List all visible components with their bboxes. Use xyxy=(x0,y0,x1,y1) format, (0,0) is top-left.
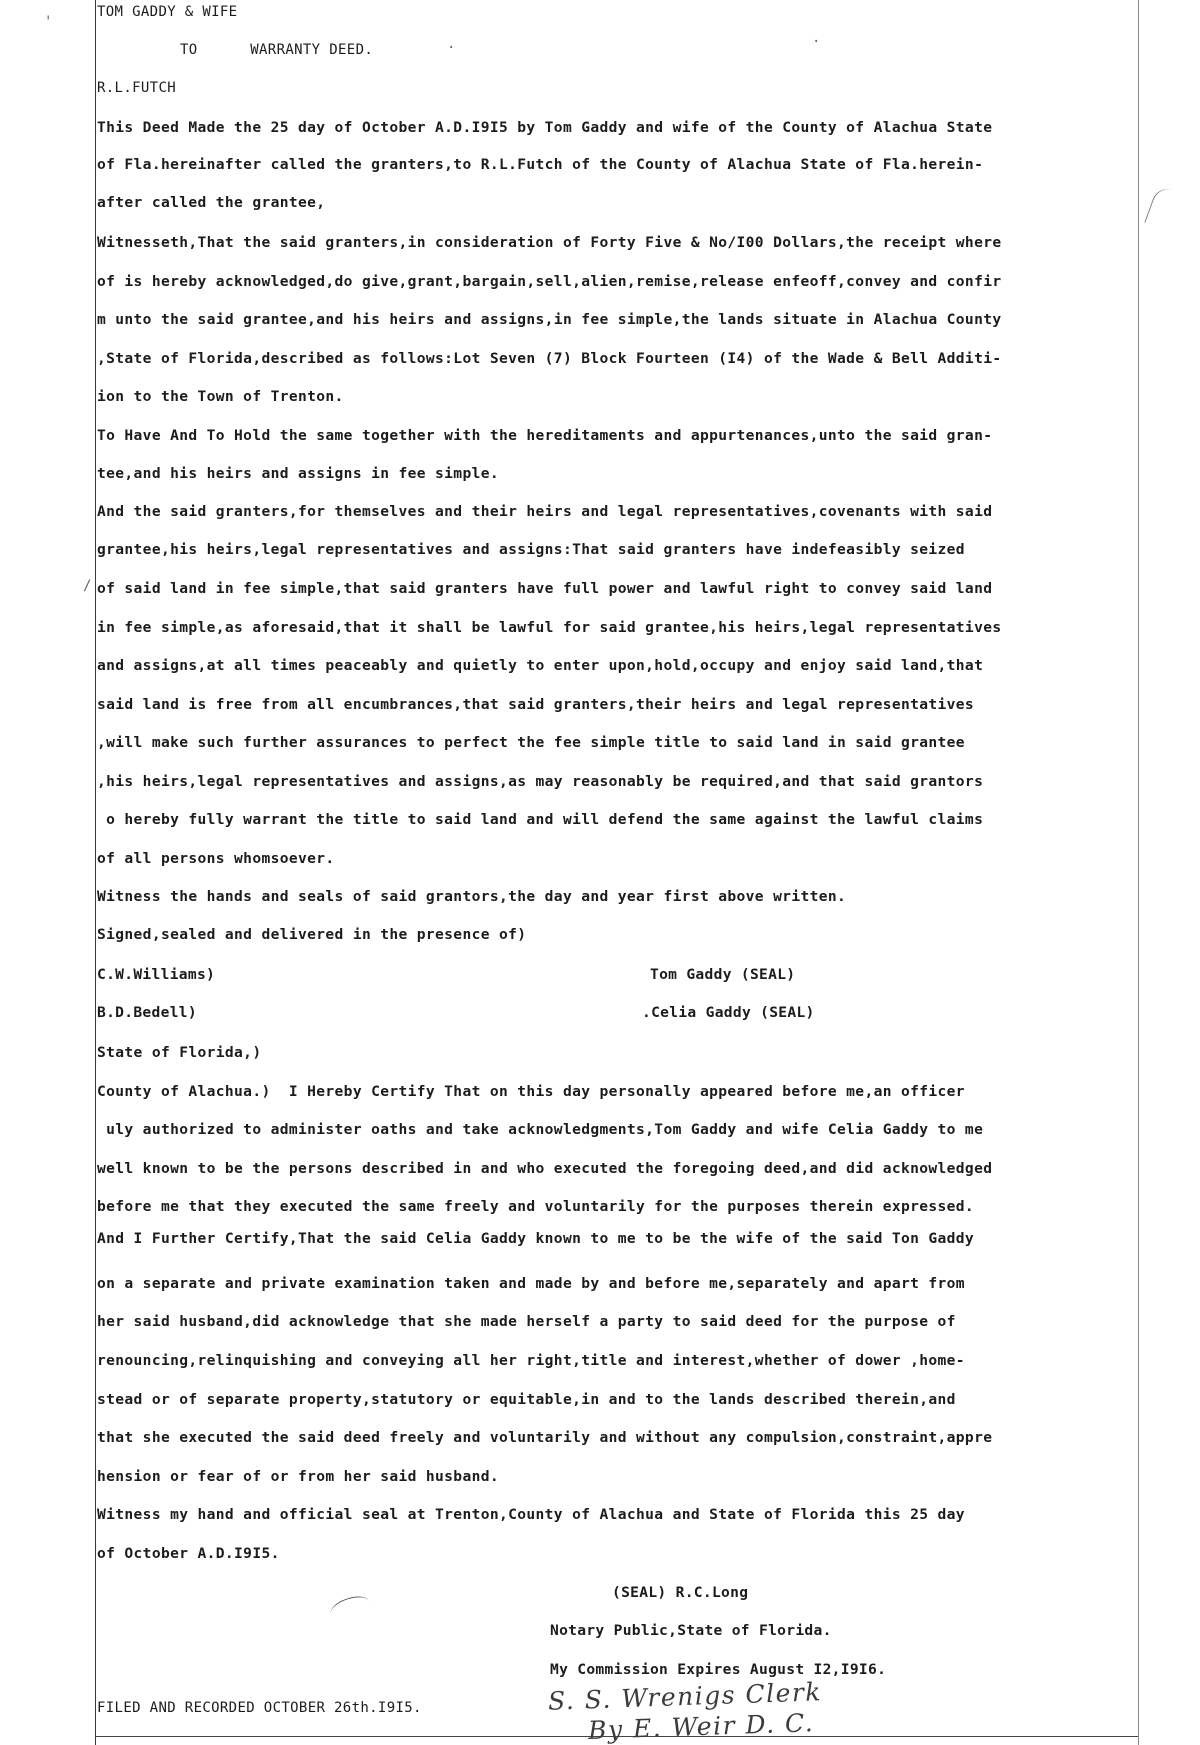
pen-stroke-mark xyxy=(1144,185,1192,235)
ack-line: State of Florida,) xyxy=(97,1044,262,1061)
ack-line: County of Alachua.) I Hereby Certify That on this day personally appeared before me,an officer xyxy=(97,1083,965,1100)
body-line: of said land in fee simple,that said granters have full power and lawful right to convey said land xyxy=(97,580,993,597)
body-line: And the said granters,for themselves and their heirs and legal representatives,covenants with said xyxy=(97,503,993,520)
body-line: and assigns,at all times peaceably and quietly to enter upon,hold,occupy and enjoy said land,that xyxy=(97,657,984,674)
body-line: said land is free from all encumbrances,that said granters,their heirs and legal representatives xyxy=(97,696,975,713)
body-line: tee,and his heirs and assigns in fee simple. xyxy=(97,465,499,482)
ack-line: uly authorized to administer oaths and take acknowledgments,Tom Gaddy and wife Celia Gaddy to me xyxy=(97,1121,984,1138)
body-line: after called the grantee, xyxy=(97,194,326,211)
margin-dot: . xyxy=(812,30,821,46)
body-line: of all persons whomsoever. xyxy=(97,850,335,867)
header-grantee: R.L.FUTCH xyxy=(97,80,177,96)
grantor-signature: .Celia Gaddy (SEAL) xyxy=(642,1004,815,1021)
margin-dot: . xyxy=(447,36,456,52)
ack-line: her said husband,did acknowledge that she made herself a party to said deed for the purpose of xyxy=(97,1313,956,1330)
ack-line: before me that they executed the same freely and voluntarily for the purposes therein expressed. xyxy=(97,1198,975,1215)
body-line: grantee,his heirs,legal representatives and assigns:That said granters have indefeasibly seized xyxy=(97,541,965,558)
body-line: m unto the said grantee,and his heirs and assigns,in fee simple,the lands situate in Alachua County xyxy=(97,311,1002,328)
grantor-signature: Tom Gaddy (SEAL) xyxy=(650,966,796,983)
ack-line: well known to be the persons described in and who executed the foregoing deed,and did acknowledged xyxy=(97,1160,993,1177)
header-deed-type: TO WARRANTY DEED. xyxy=(180,42,374,58)
ack-line: that she executed the said deed freely and voluntarily and without any compulsion,constraint,appre xyxy=(97,1429,993,1446)
body-line: ,will make such further assurances to perfect the fee simple title to said land in said grantee xyxy=(97,734,965,751)
body-line: Signed,sealed and delivered in the presence of) xyxy=(97,926,527,943)
body-line: Witness the hands and seals of said grantors,the day and year first above written. xyxy=(97,888,847,905)
ack-line: Witness my hand and official seal at Trenton,County of Alachua and State of Florida this 25 day xyxy=(97,1506,965,1523)
notary-title: Notary Public,State of Florida. xyxy=(550,1622,832,1639)
notary-commission: My Commission Expires August I2,I9I6. xyxy=(550,1661,887,1678)
page-right-rule xyxy=(1138,0,1139,1745)
margin-dot: / xyxy=(83,578,92,594)
ack-line: stead or of separate property,statutory or equitable,in and to the lands described therein,and xyxy=(97,1391,956,1408)
body-line: in fee simple,as aforesaid,that it shall be lawful for said grantee,his heirs,legal representatives xyxy=(97,619,1002,636)
ack-line: renouncing,relinquishing and conveying all her right,title and interest,whether of dower ,home- xyxy=(97,1352,965,1369)
body-line: ,his heirs,legal representatives and assigns,as may reasonably be required,and that said grantors xyxy=(97,773,984,790)
witness-name: C.W.Williams) xyxy=(97,966,216,983)
body-line: of is hereby acknowledged,do give,grant,bargain,sell,alien,remise,release enfeoff,convey and confir xyxy=(97,273,1002,290)
body-line: of Fla.hereinafter called the granters,to R.L.Futch of the County of Alachua State of Fla.herein- xyxy=(97,156,984,173)
body-line: This Deed Made the 25 day of October A.D.I9I5 by Tom Gaddy and wife of the County of Alachua State xyxy=(97,119,993,136)
clerk-handwritten-signature: S. S. Wrenigs Clerk xyxy=(547,1677,823,1716)
notary-seal-name: (SEAL) R.C.Long xyxy=(612,1584,749,1601)
margin-dot: ' xyxy=(44,14,53,30)
ack-line: of October A.D.I9I5. xyxy=(97,1545,280,1562)
deputy-clerk-handwritten-signature: By E. Weir D. C. xyxy=(587,1708,815,1745)
page-left-rule xyxy=(95,0,96,1745)
ack-line: And I Further Certify,That the said Celia Gaddy known to me to be the wife of the said Ton Gaddy xyxy=(97,1230,975,1247)
body-line: ,State of Florida,described as follows:Lot Seven (7) Block Fourteen (I4) of the Wade & Bell Additi- xyxy=(97,350,1002,367)
ack-line: on a separate and private examination taken and made by and before me,separately and apart from xyxy=(97,1275,965,1292)
witness-name: B.D.Bedell) xyxy=(97,1004,197,1021)
body-line: ion to the Town of Trenton. xyxy=(97,388,344,405)
body-line: Witnesseth,That the said granters,in consideration of Forty Five & No/I00 Dollars,the receipt where xyxy=(97,234,1002,251)
ack-line: hension or fear of or from her said husband. xyxy=(97,1468,499,1485)
header-parties: TOM GADDY & WIFE xyxy=(97,4,238,20)
body-line: To Have And To Hold the same together with the hereditaments and appurtenances,unto the said gran- xyxy=(97,427,993,444)
pen-stroke-mark xyxy=(328,1592,372,1622)
filed-recorded-note: FILED AND RECORDED OCTOBER 26th.I9I5. xyxy=(97,1700,422,1716)
body-line: o hereby fully warrant the title to said land and will defend the same against the lawful claims xyxy=(97,811,984,828)
